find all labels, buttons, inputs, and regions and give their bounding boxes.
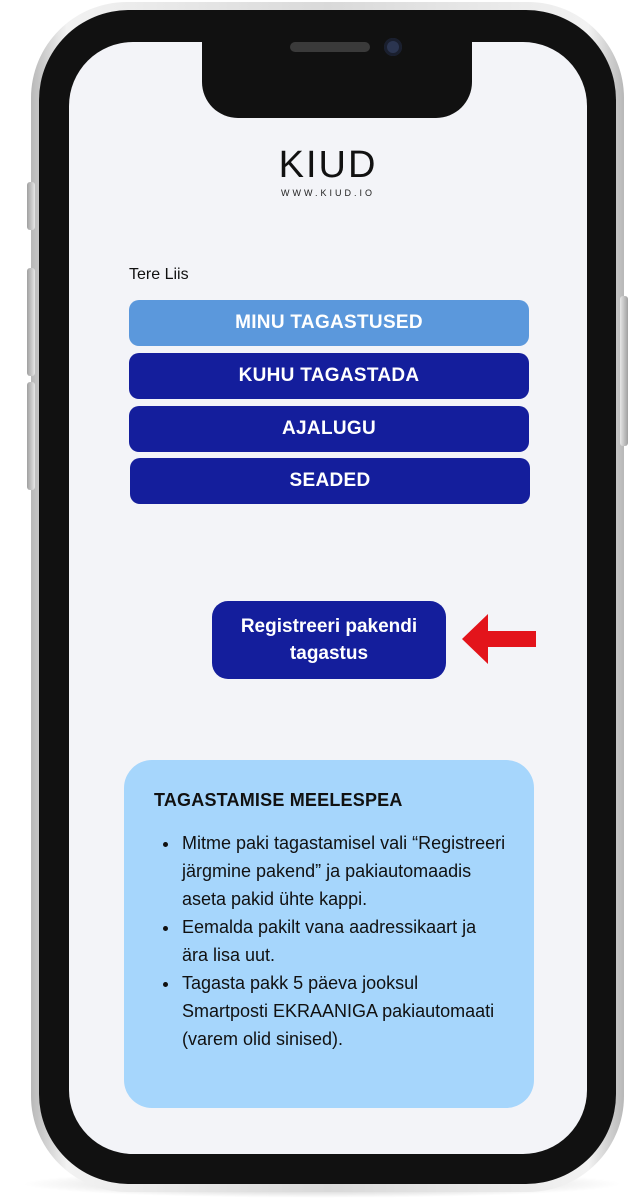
mute-switch — [27, 182, 35, 230]
reminder-item: • Mitme paki tagastamisel vali “Registreeri järgmine pakend” ja pakiautomaadis aseta pakid ühte kappi. — [180, 829, 506, 913]
reminder-item: • Eemalda pakilt vana aadressikaart ja ära lisa uut. — [180, 913, 506, 969]
brand-name: KIUD — [278, 144, 378, 186]
front-camera-icon — [384, 38, 402, 56]
volume-down-button — [27, 382, 35, 490]
brand-url: WWW.KIUD.IO — [281, 188, 375, 198]
power-button — [620, 296, 628, 446]
greeting-text: Tere Liis — [129, 266, 189, 283]
register-return-button[interactable]: Registreeri pakendi tagastus — [212, 601, 446, 679]
reminder-item: • Tagasta pakk 5 päeva jooksul Smartposti EKRAANIGA pakiautomaati (varem olid sinised). — [180, 969, 506, 1053]
menu-button-my-returns[interactable]: MINU TAGASTUSED — [129, 300, 529, 346]
reminder-card — [124, 760, 534, 1108]
notch — [202, 42, 472, 118]
menu-button-where-to-return[interactable]: KUHU TAGASTADA — [129, 353, 529, 399]
left-arrow-icon — [462, 614, 536, 664]
volume-up-button — [27, 268, 35, 376]
menu-button-history[interactable]: AJALUGU — [129, 406, 529, 452]
speaker-grille — [290, 42, 370, 52]
menu-button-settings[interactable]: SEADED — [130, 458, 530, 504]
reminder-list — [154, 829, 506, 1053]
brand-logo — [270, 146, 386, 198]
reminder-title: TAGASTAMISE MEELESPEA — [154, 790, 403, 810]
